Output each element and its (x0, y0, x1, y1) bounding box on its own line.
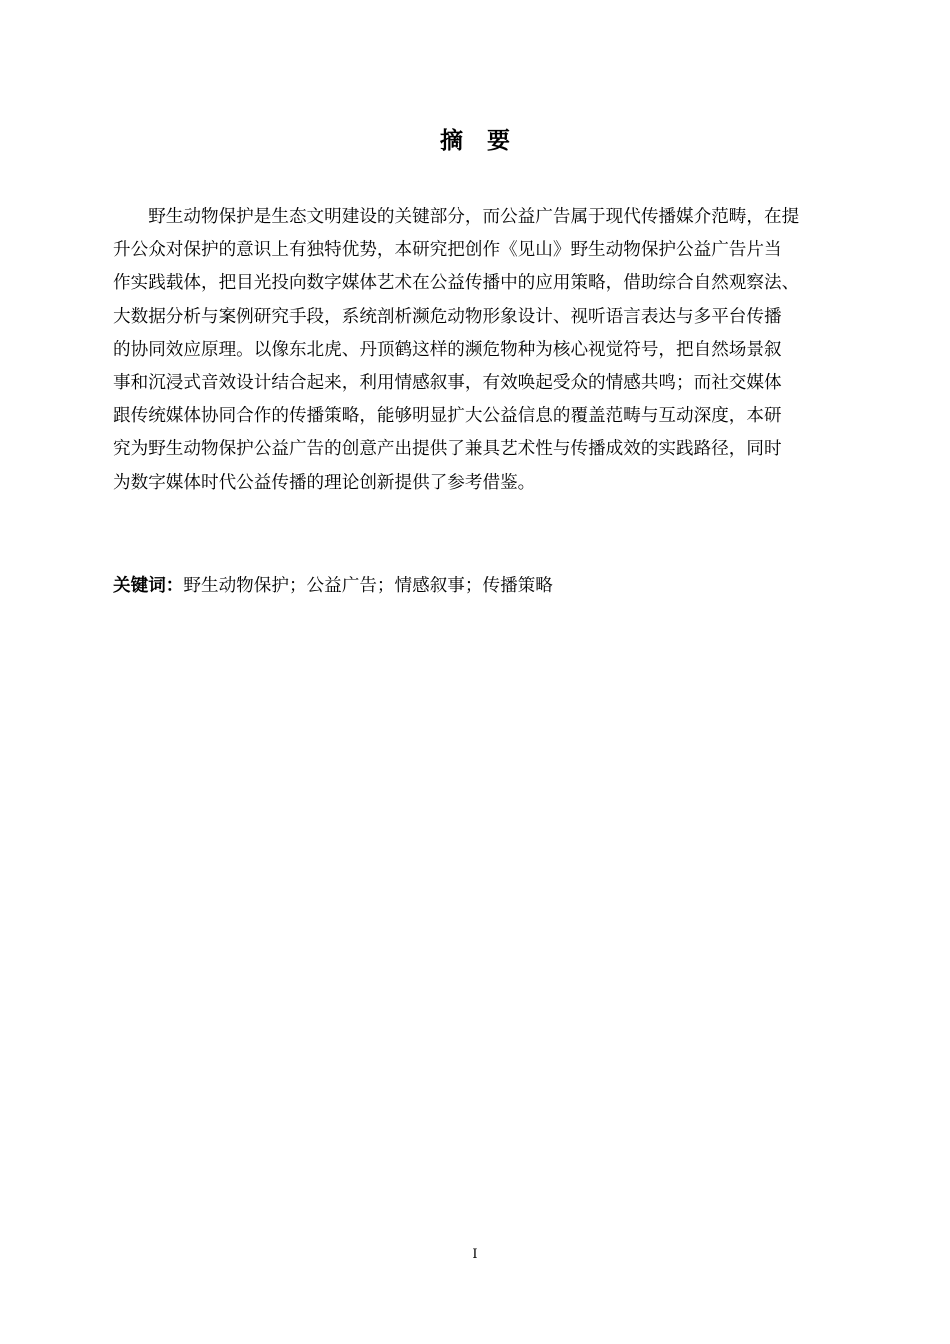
heading-char-2: 要 (487, 128, 510, 154)
heading-char-1: 摘 (440, 128, 463, 154)
keywords-section (113, 570, 865, 603)
abstract-line: 作实践载体，把目光投向数字媒体艺术在公益传播中的应用策略，借助综合自然观察法、 (113, 273, 800, 294)
abstract-line: 的协同效应原理。以像东北虎、丹顶鹤这样的濒危物种为核心视觉符号，把自然场景叙 (113, 339, 782, 360)
abstract-body (113, 201, 865, 500)
page-number: I (472, 1247, 478, 1262)
abstract-line: 为数字媒体时代公益传播的理论创新提供了参考借鉴。 (113, 472, 536, 493)
abstract-line: 究为野生动物保护公益广告的创意产出提供了兼具艺术性与传播成效的实践路径，同时 (113, 439, 782, 460)
keywords-label: 关键词： (113, 576, 184, 596)
keywords-text: 野生动物保护；公益广告；情感叙事；传播策略 (183, 576, 553, 596)
abstract-line: 野生动物保护是生态文明建设的关键部分，而公益广告属于现代传播媒介范畴，在提 (113, 207, 800, 227)
abstract-line: 升公众对保护的意识上有独特优势，本研究把创作《见山》野生动物保护公益广告片当 (113, 240, 782, 261)
abstract-heading (0, 122, 950, 160)
abstract-line: 大数据分析与案例研究手段，系统剖析濒危动物形象设计、视听语言表达与多平台传播 (113, 306, 782, 327)
abstract-line: 跟传统媒体协同合作的传播策略，能够明显扩大公益信息的覆盖范畴与互动深度，本研 (113, 406, 782, 427)
abstract-line: 事和沉浸式音效设计结合起来，利用情感叙事，有效唤起受众的情感共鸣；而社交媒体 (113, 372, 782, 393)
